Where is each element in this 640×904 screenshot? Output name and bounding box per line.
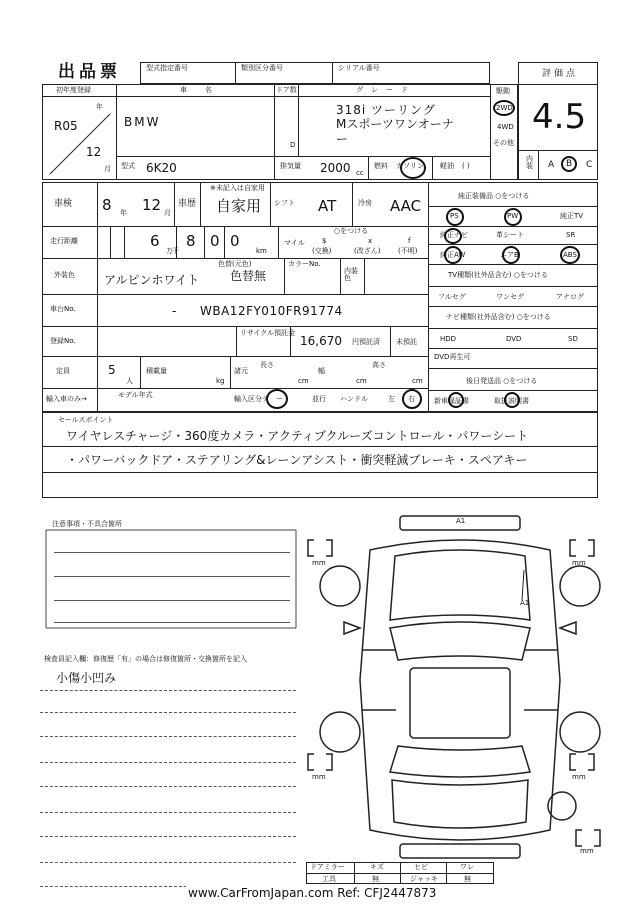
equip-pw: PW [507, 212, 519, 220]
meter-f: f [408, 237, 411, 245]
cm-unit-1: cm [298, 377, 309, 385]
chassis-number: WBA12FY010FR91774 [200, 304, 343, 318]
legend-jack-none: 無 [464, 875, 471, 883]
chassis-label: 車台No. [50, 305, 76, 313]
mileage-digit-5: 0 [210, 232, 220, 250]
form-title: 出品票 [58, 62, 121, 82]
equip-tv: 純正TV [560, 212, 584, 220]
man-unit: 万 [166, 247, 173, 255]
import-only-label: 輸入車のみ→ [46, 395, 87, 403]
meter-reset: (改ざん) [354, 247, 381, 255]
ac: AAC [390, 197, 422, 215]
class-no-label: 類別区分番号 [241, 64, 283, 72]
cc-unit: cc [356, 169, 364, 177]
capacity: 5 [108, 363, 116, 377]
interior-color-label: 内装色 [344, 267, 358, 282]
tv-fullseg: フルセグ [438, 293, 466, 301]
legend-door-mirror: ドアミラー [310, 863, 345, 871]
watermark: www.CarFromJapan.com Ref: CFJ2447873 [188, 886, 437, 900]
later-warranty: 新車保証書 [434, 397, 469, 405]
length-label: 長さ [260, 361, 274, 369]
insp-month-unit: 月 [164, 209, 171, 217]
grade-line1: 318i ツーリング [336, 103, 436, 117]
damage-mark-right: A1 [520, 599, 530, 607]
cm-unit-3: cm [412, 377, 423, 385]
caution-label: 注意事項・不具合箇所 [52, 520, 122, 528]
fuel-label: 燃料 [374, 162, 388, 170]
mm-label-1: mm [312, 559, 326, 567]
color-label: 外装色 [54, 271, 75, 279]
grade-line2: Mスポーツワンオーナ [336, 117, 454, 131]
sen-unit: 千 [172, 247, 179, 255]
serial-label: シリアル番号 [338, 64, 380, 72]
equip-aw: 純正AW [440, 251, 466, 259]
displacement-label: 排気量 [280, 162, 301, 170]
mm-label-2: mm [572, 559, 586, 567]
tv-oneseg: ワンセグ [496, 293, 524, 301]
navi-dvd: DVD [506, 335, 522, 343]
car-name: BMW [124, 115, 161, 129]
navi-sd: SD [568, 335, 578, 343]
legend-crack: ヒビ [414, 863, 428, 871]
drive-other: その他 [493, 139, 514, 147]
caution-box [40, 524, 302, 636]
mileage-digit-6: 0 [230, 232, 240, 250]
width-label: 幅 [318, 367, 325, 375]
drive-2wd: 2WD [496, 104, 513, 112]
mm-label-3: mm [312, 773, 326, 781]
equip-abs: ABS [563, 251, 577, 259]
first-reg-month: 12 [86, 145, 102, 159]
kg-unit: kg [216, 377, 225, 385]
interior-a: A [548, 160, 555, 170]
equipment-title: 純正装備品 ○をつける [458, 192, 530, 200]
meter-x: x [368, 237, 373, 245]
cm-unit-2: cm [356, 377, 367, 385]
shift-label: シフト [274, 199, 295, 207]
interior-b: B [566, 159, 573, 169]
plate-label: 車歴 [178, 199, 197, 209]
recycle-paid: 円預託済 [352, 338, 380, 346]
interior-c: C [586, 160, 593, 170]
year-unit: 年 [96, 103, 103, 111]
drive-4wd: 4WD [497, 123, 514, 131]
capacity-label: 定員 [56, 367, 70, 375]
handle-label: ハンドル [340, 395, 368, 403]
handle-left: 左 [388, 395, 395, 403]
drive-label: 駆動 [496, 87, 510, 95]
insp-year-unit: 年 [120, 209, 127, 217]
interior-label: 内装 [526, 155, 533, 170]
equip-sr: SR [566, 231, 576, 239]
color-orig: 色替無 [230, 269, 267, 283]
size-label: 諸元 [234, 367, 248, 375]
header-ids-box [140, 62, 490, 84]
ac-label: 冷房 [358, 199, 372, 207]
fuel-gas: ガソリン [396, 162, 424, 170]
chassis-dash: - [172, 304, 177, 318]
height-label: 高さ [372, 361, 386, 369]
tv-analog: アナログ [556, 293, 584, 301]
damage-mark-top: A1 [456, 517, 466, 525]
mile-label: マイル [284, 239, 305, 247]
meter-dollar: $ [322, 237, 327, 245]
first-reg-year: R05 [54, 119, 78, 133]
person-unit: 人 [126, 377, 133, 385]
import-parallel: 並行 [312, 395, 326, 403]
model-code: 6K20 [146, 161, 177, 175]
sales-point-line1: ワイヤレスチャージ・360度カメラ・アクティブクルーズコントロール・パワーシート [66, 429, 529, 443]
import-dash: ー [276, 395, 283, 403]
first-reg-label: 初年度登録 [56, 86, 91, 94]
equip-leather: 革シート [496, 231, 524, 239]
fuel-light: 軽油 [440, 162, 454, 170]
equip-navi: 純正ナビ [440, 231, 468, 239]
tv-type-title: TV種類(社外品含む) ○をつける [448, 271, 548, 279]
inspection-year: 8 [102, 196, 112, 214]
doors-d: D [290, 141, 296, 149]
equip-ps: PS [450, 212, 459, 220]
shift: AT [318, 197, 337, 215]
grade-label: グレード [356, 86, 416, 94]
score-label: 評価点 [542, 69, 579, 79]
plate-note: ※未記入は自家用 [210, 184, 265, 192]
mileage-label: 走行距離 [50, 237, 78, 245]
navi-hdd: HDD [440, 335, 457, 343]
mm-label-4: mm [572, 773, 586, 781]
inspector-note: 小傷小凹み [56, 671, 117, 685]
car-name-label: 車名 [180, 86, 230, 94]
mileage-digit-4: 8 [186, 232, 196, 250]
import-class-label: 輸入区分 [234, 395, 262, 403]
km-unit: km [256, 247, 267, 255]
usage: 自家用 [216, 197, 262, 215]
legend-tools-none: 無 [372, 875, 379, 883]
meter-swap: (交換) [312, 247, 332, 255]
meter-unknown: (不明) [398, 247, 418, 255]
color-no-label: カラーNo. [288, 260, 321, 268]
later-manual: 取扱説明書 [494, 397, 529, 405]
grade-line3: ー [336, 132, 349, 146]
legend-tools: 工具 [322, 875, 336, 883]
recycle-label: リサイクル預託金 [240, 329, 296, 337]
inspector-label: 検査員記入欄：修復歴「有」の場合は修復箇所・交換箇所を記入 [44, 655, 247, 663]
exterior-color: アルピンホワイト [104, 273, 200, 287]
later-title: 後日発送品 ○をつける [466, 377, 538, 385]
sales-point-line2: ・パワーバックドア・ステアリング&レーンアシスト・衝突軽減ブレーキ・スペアキー [66, 453, 528, 467]
legend-chip: ワレ [460, 863, 474, 871]
inspection-month: 12 [142, 196, 162, 214]
doors-label: ドア数 [276, 86, 297, 94]
recycle-unpaid: 未預託 [396, 338, 417, 346]
meter-circle-note: ○をつける [334, 227, 369, 235]
equip-airbag: エアB [500, 251, 519, 259]
import-de: デ [262, 395, 269, 403]
model-label: 型式 [121, 162, 135, 170]
handle-right: 右 [408, 395, 415, 403]
legend-scratch: キズ [370, 863, 384, 871]
legend-jack: ジャッキ [410, 875, 438, 883]
navi-type-title: ナビ種類(社外品含む) ○をつける [446, 313, 551, 321]
inspection-label: 車検 [54, 199, 73, 209]
reg-no-label: 登録No. [50, 337, 76, 345]
fuel-other: ( ) [462, 162, 470, 170]
load-label: 積載量 [146, 367, 167, 375]
score-value: 4.5 [532, 97, 587, 137]
color-orig-label: 色替(元色) [218, 260, 252, 268]
mm-label-5: mm [580, 847, 594, 855]
dvd-play: DVD再生可 [434, 353, 471, 361]
recycle-amount: 16,670 [300, 334, 342, 348]
displacement: 2000 [320, 161, 351, 175]
sales-point-label: セールスポイント [58, 416, 114, 424]
model-year-label: モデル年式 [118, 391, 153, 399]
mileage-digit-3: 6 [150, 232, 160, 250]
month-unit: 月 [104, 165, 111, 173]
model-cert-label: 型式指定番号 [146, 64, 188, 72]
